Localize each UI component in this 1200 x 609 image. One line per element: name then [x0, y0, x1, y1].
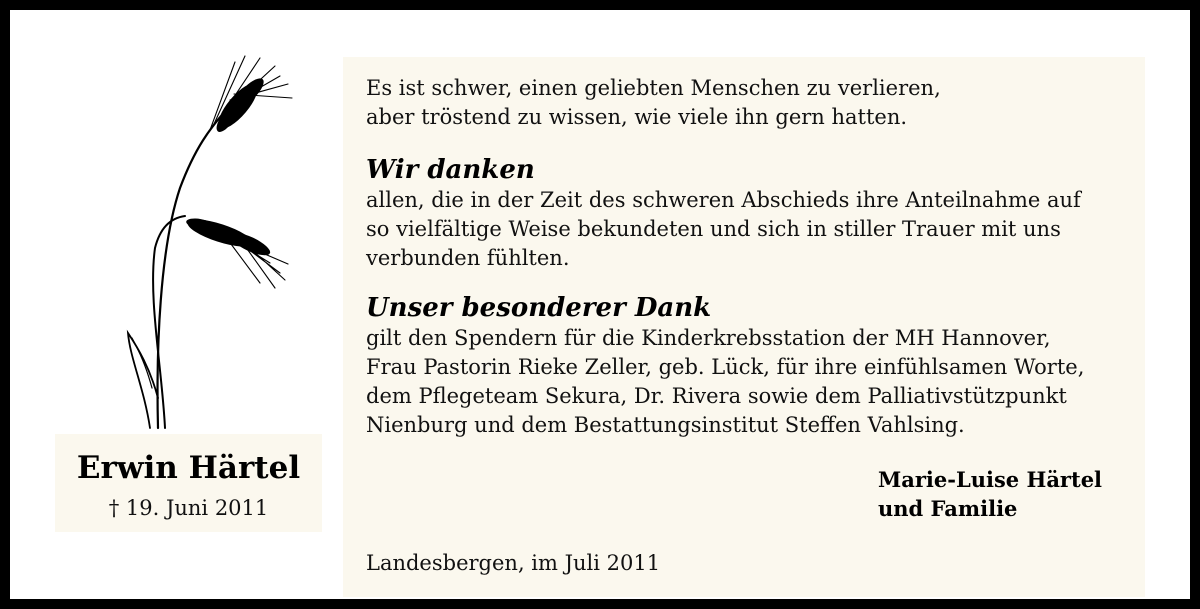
- paragraph-thanks: allen, die in der Zeit des schweren Abschieds ihre Anteilnahme auf so vielfältige Weise bekundeten und sich in stiller Trauer mit uns verbunden fühlten.: [366, 188, 1081, 270]
- intro-text: Es ist schwer, einen geliebten Menschen zu verlieren, aber tröstend zu wissen, wie viele ihn gern hatten.: [366, 76, 941, 129]
- place-date: Landesbergen, im Juli 2011: [366, 551, 661, 575]
- death-date: † 19. Juni 2011: [108, 496, 269, 520]
- paragraph-special-thanks: gilt den Spendern für die Kinderkrebsstation der MH Hannover, Frau Pastorin Rieke Zeller, geb. Lück, für ihre einfühlsamen Worte, dem Pflegeteam Sekura, Dr. Rivera sowie dem Palliativstützpunkt Nienburg und dem Bestattungsinstitut Steffen Vahlsing.: [366, 326, 1085, 437]
- heading-special-thanks: Unser besonderer Dank: [366, 293, 712, 323]
- wheat-ear-icon: [110, 48, 300, 433]
- signature: Marie-Luise Härtel und Familie: [878, 467, 1103, 521]
- heading-wir-danken: Wir danken: [366, 155, 535, 185]
- deceased-name: Erwin Härtel: [76, 450, 301, 486]
